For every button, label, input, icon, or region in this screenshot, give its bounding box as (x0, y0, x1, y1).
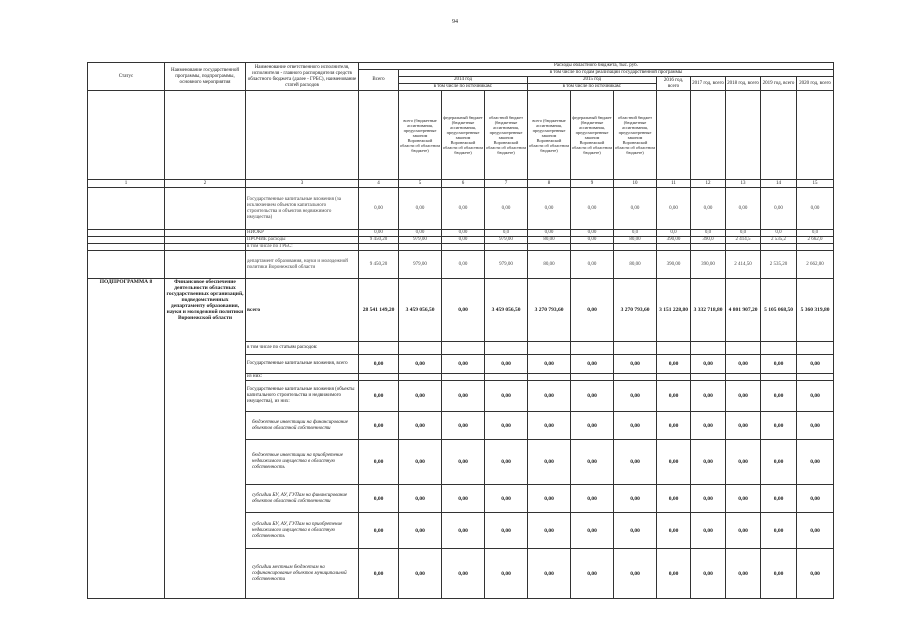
value-cell: 0,00 (657, 549, 691, 599)
value-cell: 0,00 (485, 355, 528, 374)
row-label: в том числе по ГРБС: (246, 244, 359, 251)
column-number: 11 (657, 180, 691, 188)
value-cell: 0,00 (485, 485, 528, 513)
value-cell: 0,00 (797, 440, 834, 485)
value-cell (485, 374, 528, 381)
header-executor: Наименование ответственного исполнителя, исполнителя - главного распорядителя средств областного бюджета (далее - ГРБС), наименование статей расходов (246, 63, 359, 91)
value-cell (571, 342, 614, 355)
header-year-2014: 2014 год (399, 77, 528, 84)
value-cell: 0,00 (657, 485, 691, 513)
column-number: 14 (761, 180, 797, 188)
value-cell (359, 244, 399, 251)
value-cell: 80,00 (614, 251, 657, 279)
value-cell: 0,00 (399, 230, 442, 237)
table-row (88, 244, 834, 251)
value-cell: 0,00 (614, 412, 657, 440)
subprogram-value: 3 270 793,60 (614, 279, 657, 342)
value-cell: 0,00 (657, 381, 691, 412)
value-cell: 979,00 (485, 251, 528, 279)
status-cell (88, 244, 165, 251)
value-cell: 0,00 (726, 355, 761, 374)
column-number: 7 (485, 180, 528, 188)
value-cell: 80,00 (528, 251, 571, 279)
value-cell (399, 342, 442, 355)
value-cell (528, 374, 571, 381)
value-cell: 390,00 (657, 237, 691, 244)
value-cell: 0,00 (571, 412, 614, 440)
header-2015-regional: областной бюджет (бюджетные ассигнования, предусмотренные законом Воронежской области об областном бюджете) (614, 91, 657, 180)
subprogram-value: 0,00 (571, 279, 614, 342)
value-cell: 0,0 (761, 230, 797, 237)
value-cell: 0,00 (571, 237, 614, 244)
row-label: бюджетные инвестиции на финансирование объектов областной собственности (246, 412, 359, 440)
value-cell: 0,00 (614, 513, 657, 549)
value-cell: 80,00 (614, 237, 657, 244)
value-cell (726, 342, 761, 355)
value-cell: 0,00 (614, 381, 657, 412)
value-cell: 390,0 (691, 237, 726, 244)
column-number-row (88, 180, 834, 188)
program-cell (165, 244, 246, 251)
value-cell: 0,00 (726, 412, 761, 440)
value-cell (614, 374, 657, 381)
value-cell: 0,00 (691, 381, 726, 412)
value-cell: 0,00 (797, 513, 834, 549)
program-cell (165, 188, 246, 230)
value-cell: 0,00 (614, 440, 657, 485)
value-cell: 0,00 (797, 485, 834, 513)
value-cell: 0,00 (442, 251, 485, 279)
value-cell (359, 374, 399, 381)
value-cell: 0,00 (657, 440, 691, 485)
value-cell (485, 342, 528, 355)
value-cell: 0,00 (571, 485, 614, 513)
subprogram-value: 5 360 319,80 (797, 279, 834, 342)
value-cell: 0,00 (571, 188, 614, 230)
value-cell: 2 535,20 (761, 251, 797, 279)
column-number: 2 (165, 180, 246, 188)
value-cell: 0,00 (528, 412, 571, 440)
value-cell: 0,00 (485, 440, 528, 485)
row-label: НИОКР (246, 230, 359, 237)
status-cell (88, 188, 165, 230)
value-cell: 0,00 (691, 188, 726, 230)
value-cell: 0,00 (528, 549, 571, 599)
value-cell: 0,00 (726, 513, 761, 549)
value-cell (485, 244, 528, 251)
value-cell: 0,00 (761, 485, 797, 513)
subprogram-value: 3 332 718,80 (691, 279, 726, 342)
value-cell: 0,00 (571, 355, 614, 374)
value-cell: 0,00 (442, 412, 485, 440)
value-cell (657, 244, 691, 251)
header-sources-2014: в том числе по источникам: (399, 84, 528, 91)
value-cell: 0,00 (399, 381, 442, 412)
value-cell: 0,0 (485, 230, 528, 237)
subprogram-row (88, 279, 834, 342)
value-cell: 0,00 (797, 412, 834, 440)
header-2014-total: всего (бюджетные ассигнования, предусмотренные законом Воронежской области об областном бюджете) (399, 91, 442, 180)
value-cell: 0,00 (571, 549, 614, 599)
value-cell: 0,00 (571, 440, 614, 485)
header-2020: 2020 год, всего (797, 77, 834, 91)
budget-table (87, 62, 834, 599)
value-cell: 0,00 (797, 188, 834, 230)
value-cell: 0,0 (614, 230, 657, 237)
value-cell: 0,00 (359, 485, 399, 513)
column-number: 13 (726, 180, 761, 188)
value-cell: 0,00 (399, 412, 442, 440)
status-cell (88, 230, 165, 237)
value-cell (571, 374, 614, 381)
value-cell (691, 374, 726, 381)
value-cell: 0,00 (797, 355, 834, 374)
program-cell (165, 230, 246, 237)
value-cell: 0,00 (399, 188, 442, 230)
value-cell: 0,00 (761, 440, 797, 485)
header-sources-2015: в том числе по источникам: (528, 84, 657, 91)
value-cell: 0,00 (528, 513, 571, 549)
value-cell: 0,0 (657, 230, 691, 237)
value-cell (726, 374, 761, 381)
value-cell: 0,00 (442, 230, 485, 237)
subprogram-value: 28 541 149,20 (359, 279, 399, 342)
value-cell: 0,00 (399, 355, 442, 374)
header-2019: 2019 год, всего (761, 77, 797, 91)
column-number: 15 (797, 180, 834, 188)
value-cell: 2 535,2 (761, 237, 797, 244)
value-cell: 0,00 (571, 230, 614, 237)
value-cell (726, 244, 761, 251)
subprogram-value: 5 105 068,50 (761, 279, 797, 342)
value-cell: 390,00 (657, 251, 691, 279)
column-number: 3 (246, 180, 359, 188)
value-cell: 390,00 (691, 251, 726, 279)
value-cell: 0,00 (442, 381, 485, 412)
value-cell: 0,00 (359, 188, 399, 230)
header-2017: 2017 год, всего (691, 77, 726, 91)
value-cell: 0,00 (726, 549, 761, 599)
value-cell: 0,00 (359, 513, 399, 549)
value-cell: 0,00 (485, 188, 528, 230)
value-cell (691, 342, 726, 355)
value-cell: 2 662,00 (797, 251, 834, 279)
value-cell: 0,00 (571, 381, 614, 412)
value-cell: 0,00 (761, 549, 797, 599)
value-cell: 0,00 (528, 355, 571, 374)
value-cell: 0,00 (359, 355, 399, 374)
subprogram-value: 0,00 (442, 279, 485, 342)
value-cell: 0,00 (571, 513, 614, 549)
value-cell (657, 374, 691, 381)
subprogram-value: 3 270 793,60 (528, 279, 571, 342)
column-number: 6 (442, 180, 485, 188)
value-cell: 0,00 (528, 440, 571, 485)
value-cell: 0,00 (657, 412, 691, 440)
value-cell (797, 244, 834, 251)
header-2015-total: всего (бюджетные ассигнования, предусмотренные законом Воронежской области об областном бюджете) (528, 91, 571, 180)
value-cell: 0,0 (726, 230, 761, 237)
value-cell: 0,00 (442, 513, 485, 549)
row-label: субсидии местным бюджетам на софинансирование объектов муниципальной собственности (246, 549, 359, 599)
row-label: Государственные капитальные вложения (за исключением объектов капитального строительства и объектов недвижимого имущества) (246, 188, 359, 230)
value-cell: 0,00 (399, 440, 442, 485)
value-cell (442, 244, 485, 251)
value-cell: 0,0 (797, 230, 834, 237)
value-cell: 0,00 (442, 549, 485, 599)
value-cell: 0,00 (442, 485, 485, 513)
value-cell: 0,00 (359, 381, 399, 412)
value-cell: 979,00 (485, 237, 528, 244)
value-cell (797, 342, 834, 355)
value-cell: 0,00 (761, 513, 797, 549)
row-label: Государственные капитальные вложения, всего (246, 355, 359, 374)
subprogram-value: 4 801 907,20 (726, 279, 761, 342)
value-cell (528, 244, 571, 251)
value-cell: 0,00 (761, 412, 797, 440)
value-cell (399, 244, 442, 251)
column-number: 4 (359, 180, 399, 188)
value-cell: 0,00 (691, 412, 726, 440)
value-cell (528, 342, 571, 355)
value-cell: 979,00 (399, 251, 442, 279)
column-number: 9 (571, 180, 614, 188)
header-2016: 2016 год, всего (657, 77, 691, 91)
value-cell (571, 244, 614, 251)
value-cell: 0,00 (761, 355, 797, 374)
value-cell: 0,00 (485, 549, 528, 599)
header-2014-federal: федеральный бюджет (бюджетные ассигнования, предусмотренные законом Воронежской области об областном бюджете) (442, 91, 485, 180)
value-cell: 0,00 (528, 230, 571, 237)
subprogram-value: 3 459 056,50 (399, 279, 442, 342)
value-cell (442, 342, 485, 355)
value-cell: 0,00 (691, 440, 726, 485)
value-cell: 0,00 (691, 355, 726, 374)
value-cell: 0,00 (797, 381, 834, 412)
row-label: из них: (246, 374, 359, 381)
header-year-2015: 2015 год (528, 77, 657, 84)
value-cell: 0,00 (761, 381, 797, 412)
value-cell: 0,00 (485, 381, 528, 412)
value-cell: 0,00 (528, 485, 571, 513)
value-cell: 0,00 (614, 355, 657, 374)
value-cell: 0,00 (614, 549, 657, 599)
value-cell: 0,00 (442, 188, 485, 230)
subprogram-value: 3 459 056,50 (485, 279, 528, 342)
status-cell (88, 237, 165, 244)
value-cell: 979,00 (399, 237, 442, 244)
value-cell (614, 342, 657, 355)
value-cell: 80,00 (528, 237, 571, 244)
value-cell: 0,00 (399, 549, 442, 599)
row-label: в том числе по статьям расходов: (246, 342, 359, 355)
header-2014-regional: областной бюджет (бюджетные ассигнования, предусмотренные законом Воронежской области об областном бюджете) (485, 91, 528, 180)
value-cell: 0,00 (761, 188, 797, 230)
value-cell (359, 342, 399, 355)
subprogram-rows (88, 279, 834, 599)
subprogram-name: Финансовое обеспечение деятельности областных государственных организаций, подведомственных департаменту образования, науки и молодежной политики Воронежской области (165, 279, 246, 599)
value-cell: 0,00 (691, 513, 726, 549)
value-cell: 0,00 (657, 188, 691, 230)
table-row (88, 188, 834, 230)
value-cell: 2 414,5 (726, 237, 761, 244)
row-label: ПРОЧИЕ расходы (246, 237, 359, 244)
value-cell: 0,00 (485, 412, 528, 440)
subprogram-value: 3 151 228,80 (657, 279, 691, 342)
value-cell (657, 342, 691, 355)
value-cell: 0,00 (657, 355, 691, 374)
value-cell: 0,00 (657, 513, 691, 549)
value-cell: 0,00 (691, 549, 726, 599)
column-number: 5 (399, 180, 442, 188)
column-number: 8 (528, 180, 571, 188)
value-cell: 9 450,20 (359, 237, 399, 244)
row-label: субсидии БУ, АУ, ГУПам на приобретение недвижимого имущества в областную собственность (246, 513, 359, 549)
value-cell (691, 244, 726, 251)
table-row (88, 230, 834, 237)
value-cell: 0,00 (726, 188, 761, 230)
value-cell: 0,00 (359, 549, 399, 599)
program-cell (165, 251, 246, 279)
program-cell (165, 237, 246, 244)
value-cell: 0,00 (726, 440, 761, 485)
value-cell: 0,00 (442, 237, 485, 244)
value-cell: 0,00 (571, 251, 614, 279)
value-cell: 0,00 (726, 485, 761, 513)
value-cell: 0,00 (442, 355, 485, 374)
value-cell (614, 244, 657, 251)
row-label: Государственные капитальные вложения (объекты капитального строительства и недвижимого имущества), из них: (246, 381, 359, 412)
value-cell: 0,00 (614, 188, 657, 230)
column-number: 1 (88, 180, 165, 188)
subprogram-status: ПОДПРОГРАММА 8 (88, 279, 165, 599)
row-label: субсидии БУ, АУ, ГУПам на финансирование объектов областной собственности (246, 485, 359, 513)
top-rows (88, 188, 834, 279)
row-label: бюджетные инвестиции на приобретение недвижимого имущества в областную собственность (246, 440, 359, 485)
value-cell: 9 450,20 (359, 251, 399, 279)
subprogram-total-label: всего (246, 279, 359, 342)
value-cell: 0,00 (359, 412, 399, 440)
status-cell (88, 251, 165, 279)
header-program-name: Наименование государственной программы, подпрограммы, основного мероприятия (165, 63, 246, 91)
value-cell: 0,00 (485, 513, 528, 549)
header-2015-federal: федеральный бюджет (бюджетные ассигнования, предусмотренные законом Воронежской области об областном бюджете) (571, 91, 614, 180)
value-cell: 0,00 (797, 549, 834, 599)
value-cell: 0,00 (726, 381, 761, 412)
header-status: Статус (88, 63, 165, 91)
header-2018: 2018 год, всего (726, 77, 761, 91)
value-cell (761, 374, 797, 381)
value-cell (442, 374, 485, 381)
value-cell: 0,00 (442, 440, 485, 485)
page-number: 94 (452, 19, 458, 25)
column-number: 12 (691, 180, 726, 188)
value-cell: 2 662,0 (797, 237, 834, 244)
table-row (88, 237, 834, 244)
value-cell (761, 342, 797, 355)
value-cell: 0,00 (359, 230, 399, 237)
value-cell: 0,00 (528, 381, 571, 412)
value-cell (797, 374, 834, 381)
value-cell (399, 374, 442, 381)
value-cell: 0,00 (359, 440, 399, 485)
header-expenses-title: Расходы областного бюджета, тыс. руб. (359, 63, 834, 70)
value-cell: 2 414,50 (726, 251, 761, 279)
header-total: Всего (359, 70, 399, 91)
row-label: департамент образования, науки и молодежной политики Воронежской области (246, 251, 359, 279)
value-cell: 0,00 (399, 513, 442, 549)
column-number: 10 (614, 180, 657, 188)
value-cell: 0,00 (614, 485, 657, 513)
header-by-years: в том числе по годам реализации государственной программы (399, 70, 834, 77)
table-row (88, 251, 834, 279)
value-cell: 0,00 (399, 485, 442, 513)
value-cell: 0,00 (528, 188, 571, 230)
value-cell: 0,0 (691, 230, 726, 237)
value-cell (761, 244, 797, 251)
value-cell: 0,00 (691, 485, 726, 513)
